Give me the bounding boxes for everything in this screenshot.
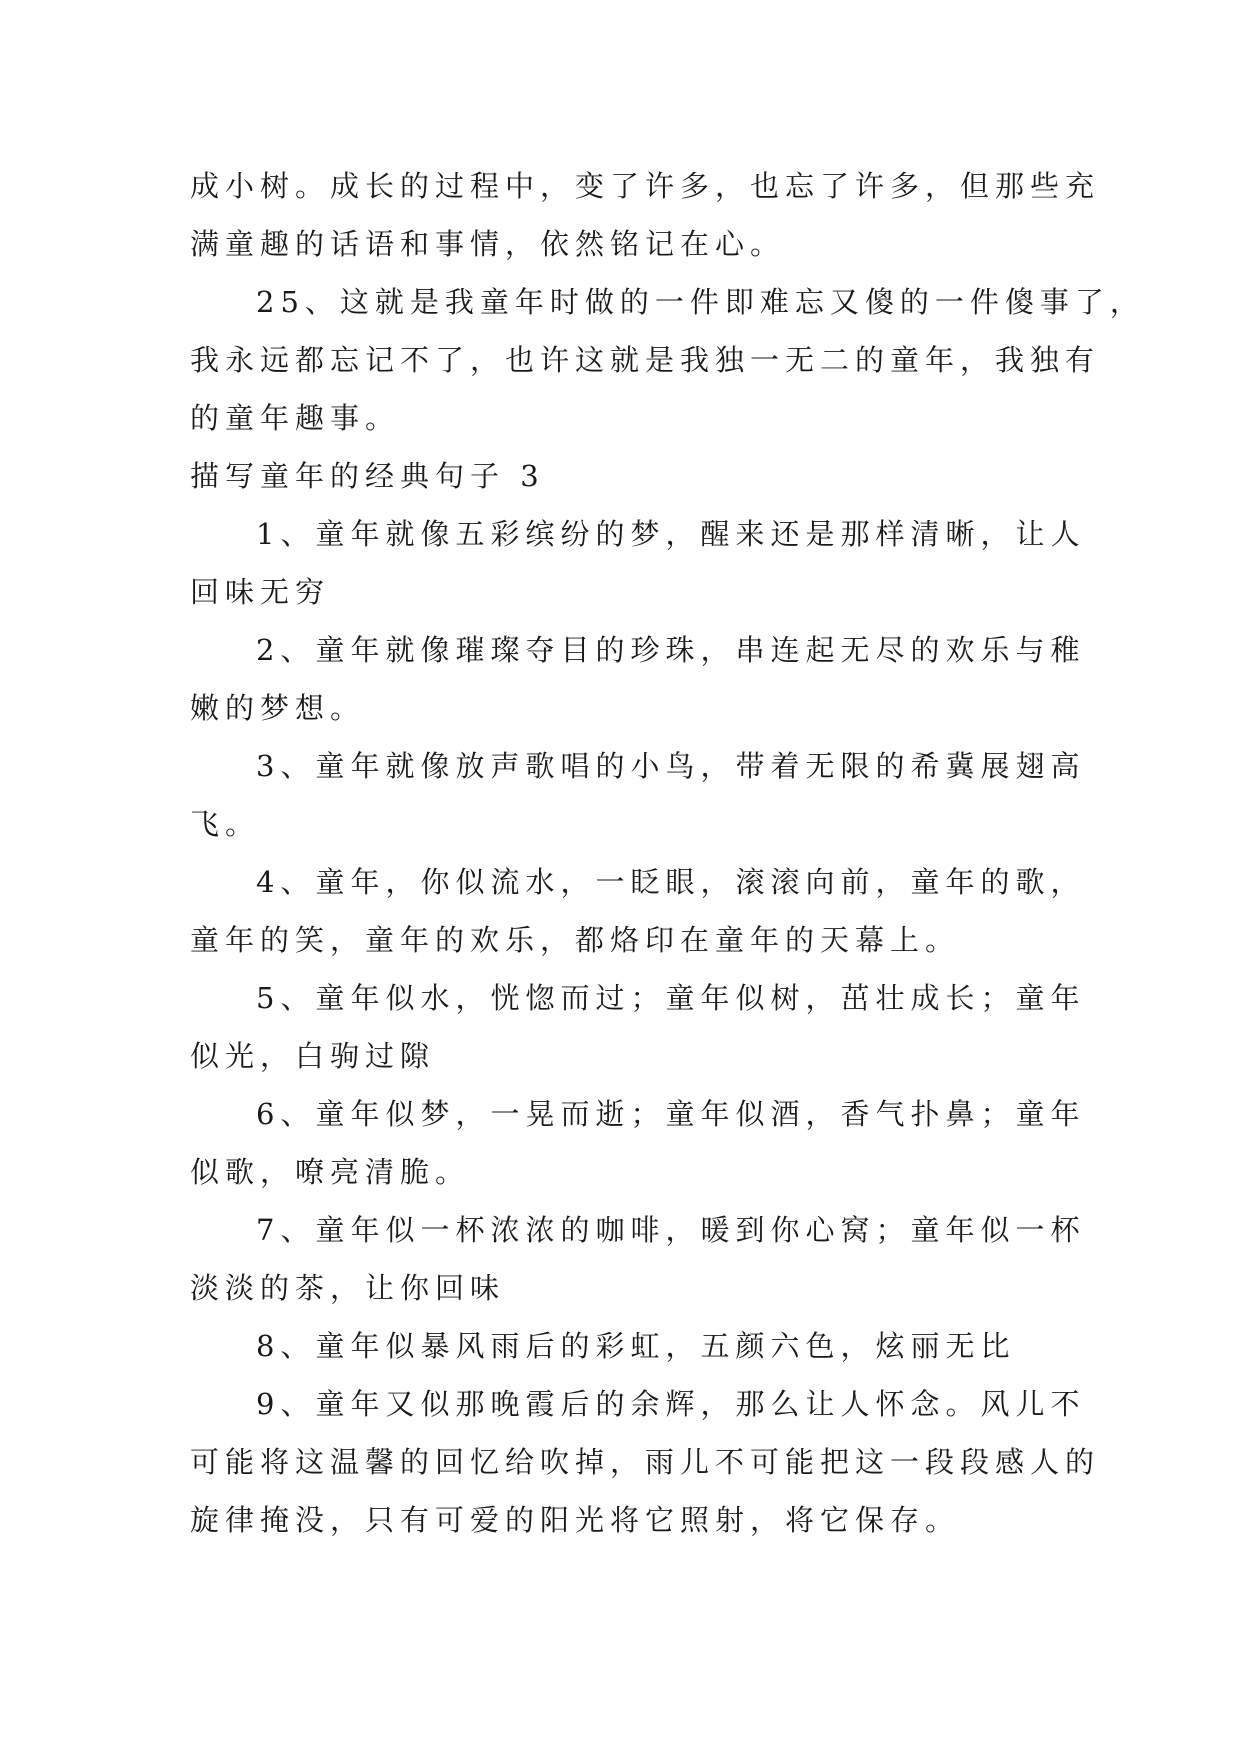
text-line: 淡淡的茶，让你回味 <box>190 1271 506 1305</box>
text-line: 7、童年似一杯浓浓的咖啡，暖到你心窝；童年似一杯 <box>256 1213 1086 1247</box>
text-line: 飞。 <box>190 807 261 841</box>
text-line: 童年的笑，童年的欢乐，都烙印在童年的天幕上。 <box>190 923 961 957</box>
text-line: 2、童年就像璀璨夺目的珍珠，串连起无尽的欢乐与稚 <box>256 633 1086 667</box>
text-line: 9、童年又似那晚霞后的余辉，那么让人怀念。风儿不 <box>256 1387 1086 1421</box>
text-line: 满童趣的话语和事情，依然铭记在心。 <box>190 227 786 261</box>
text-line: 似歌，嘹亮清脆。 <box>190 1155 471 1189</box>
section-heading: 描写童年的经典句子 3 <box>190 459 545 493</box>
text-line: 我永远都忘记不了，也许这就是我独一无二的童年，我独有 <box>190 343 1101 377</box>
text-line: 25、这就是我童年时做的一件即难忘又傻的一件傻事了， <box>256 285 1145 319</box>
text-line: 5、童年似水，恍惚而过；童年似树，茁壮成长；童年 <box>256 981 1086 1015</box>
text-line: 1、童年就像五彩缤纷的梦，醒来还是那样清晰，让人 <box>256 517 1086 551</box>
text-line: 4、童年，你似流水，一眨眼，滚滚向前，童年的歌， <box>256 865 1086 899</box>
text-line: 的童年趣事。 <box>190 401 401 435</box>
text-line: 旋律掩没，只有可爱的阳光将它照射，将它保存。 <box>190 1503 961 1537</box>
text-line: 似光，白驹过隙 <box>190 1039 436 1073</box>
text-line: 嫩的梦想。 <box>190 691 366 725</box>
text-line: 回味无穷 <box>190 575 331 609</box>
text-line: 6、童年似梦，一晃而逝；童年似酒，香气扑鼻；童年 <box>256 1097 1086 1131</box>
text-line: 成小树。成长的过程中，变了许多，也忘了许多，但那些充 <box>190 169 1101 203</box>
text-line: 3、童年就像放声歌唱的小鸟，带着无限的希冀展翅高 <box>256 749 1086 783</box>
document-body <box>190 157 1145 1549</box>
text-line: 可能将这温馨的回忆给吹掉，雨儿不可能把这一段段感人的 <box>190 1445 1101 1479</box>
text-line: 8、童年似暴风雨后的彩虹，五颜六色，炫丽无比 <box>256 1329 1016 1363</box>
